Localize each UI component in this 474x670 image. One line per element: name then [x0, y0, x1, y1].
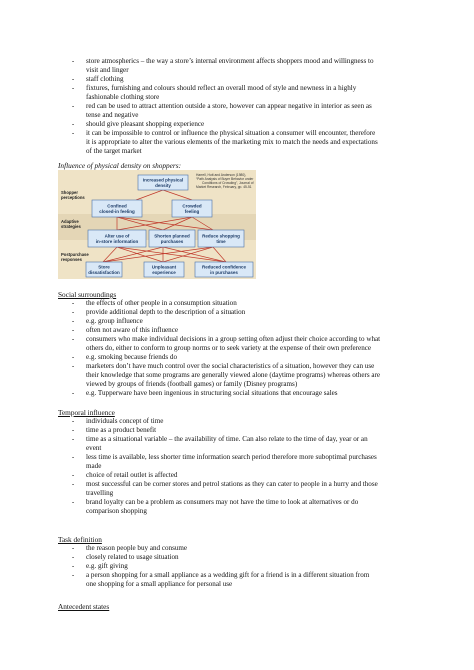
bullet-marker: -: [71, 84, 75, 92]
svg-text:experience: experience: [152, 270, 176, 275]
svg-text:time: time: [216, 239, 226, 244]
list-item-line: tense and negative: [86, 111, 139, 119]
bullet-marker: -: [71, 389, 75, 397]
svg-text:dissatisfaction: dissatisfaction: [88, 270, 120, 275]
list-item-line: store atmospherics – the way a store’s internal environment affects shoppers mood and willingness to: [86, 57, 374, 65]
list-item-line: it can be impossible to control or influence the physical situation a consumer will encounter, therefore: [86, 129, 376, 137]
list-item-line: choice of retail outlet is affected: [86, 471, 178, 479]
box-alter-info: [88, 230, 146, 247]
svg-text:Crowded: Crowded: [182, 203, 202, 209]
bullet-marker: -: [71, 299, 75, 307]
bullet-marker: -: [71, 120, 75, 128]
svg-text:Reduced confidence: Reduced confidence: [201, 264, 247, 270]
svg-text:in purchases: in purchases: [210, 270, 238, 275]
list-item-line: e.g. gift giving: [86, 562, 128, 570]
svg-text:Increased physical: Increased physical: [142, 177, 184, 183]
list-item-line: comparison shopping: [86, 507, 147, 515]
list-item-line: consumers who make individual decisions in a group setting often adjust their choice according to what: [86, 335, 381, 343]
svg-text:Harrell, Hutt and Anderson (19: Harrell, Hutt and Anderson (1980),: [196, 173, 247, 177]
bullet-marker: -: [71, 435, 75, 443]
bullet-marker: -: [71, 317, 75, 325]
bullet-marker: -: [71, 453, 75, 461]
box-shorten-purchases: [149, 230, 195, 247]
svg-text:“Path Analysis of Buyer Behavi: “Path Analysis of Buyer Behavior under: [196, 177, 254, 181]
list-item-line: one shopping for a small appliance for personal use: [86, 580, 233, 588]
bullet-marker: -: [71, 362, 75, 370]
list-item-line: fixtures, furnishing and colours should reflect an overall mood of style and newness in a highly: [86, 84, 357, 92]
list-item-line: individuals concept of time: [86, 417, 164, 425]
list-item-line: closely related to usage situation: [86, 553, 179, 561]
list-item-line: their knowledge that some programs are generally viewed alone (daytime programs) whereas others are: [86, 371, 381, 379]
list-item-line: fashionable clothing store: [86, 93, 160, 101]
box-reduced-confidence: [195, 262, 253, 277]
box-crowded-feeling: [172, 200, 212, 217]
side-label-adaptive: Adaptive: [61, 219, 79, 224]
diagram-citation: [196, 173, 254, 189]
list-item-line: e.g. group influence: [86, 317, 143, 325]
list-item-line: visit and linger: [86, 66, 129, 74]
bullet-marker: -: [71, 571, 75, 579]
side-label-postpurchase: Postpurchase: [61, 252, 89, 257]
svg-text:in-store information: in-store information: [95, 239, 139, 244]
list-item-line: brand loyalty can be a problem as consumers may not have the time to look at alternatives or do: [86, 498, 359, 506]
svg-text:closed-in feeling: closed-in feeling: [99, 209, 135, 214]
list-item-line: often not aware of this influence: [86, 326, 178, 334]
bullet-marker: -: [71, 102, 75, 110]
svg-text:density: density: [155, 183, 171, 188]
bullet-marker: -: [71, 544, 75, 552]
list-item-line: e.g. smoking because friends do: [86, 353, 178, 361]
side-label-strategies: strategies: [61, 224, 81, 229]
side-label-perceptions: perceptions: [61, 195, 85, 200]
svg-text:purchases: purchases: [160, 239, 184, 244]
box-confined-feeling: [92, 200, 142, 217]
svg-text:Store: Store: [98, 264, 110, 270]
list-item-line: others do, either to conform to group norms or to seek variety at the expense of their own preference: [86, 344, 372, 352]
bullet-marker: -: [71, 308, 75, 316]
bullet-marker: -: [71, 480, 75, 488]
bullet-marker: -: [71, 498, 75, 506]
box-reduce-time: [198, 230, 244, 247]
list-item-line: made: [86, 462, 102, 470]
svg-text:Unpleasant: Unpleasant: [151, 264, 177, 270]
list-item-line: most successful can be corner stores and petrol stations as they can cater to people in a hurry and those: [86, 480, 378, 488]
figure-caption: Influence of physical density on shoppers:: [58, 161, 182, 170]
svg-text:Conditions of Crowding”, Journ: Conditions of Crowding”, Journal of: [202, 181, 254, 185]
svg-text:Confined: Confined: [107, 203, 127, 209]
list-item-line: should give pleasant shopping experience: [86, 120, 205, 128]
bullet-marker: -: [71, 553, 75, 561]
box-increased-density: [138, 175, 188, 190]
svg-text:Reduce shopping: Reduce shopping: [202, 233, 240, 239]
box-store-dissatisfaction: [86, 262, 122, 277]
list-item-line: provide additional depth to the description of a situation: [86, 308, 246, 316]
bullet-marker: -: [71, 75, 75, 83]
bullet-marker: -: [71, 57, 75, 65]
section-heading-temporal: Temporal influence: [58, 408, 115, 417]
box-unpleasant-experience: [144, 262, 184, 277]
list-item-line: the reason people buy and consume: [86, 544, 188, 552]
bullet-marker: -: [71, 353, 75, 361]
bullet-marker: -: [71, 129, 75, 137]
list-item-line: marketers don’t have much control over the social characteristics of a situation, however they can use: [86, 362, 375, 370]
svg-text:Market Research, February, pp.: Market Research, February, pp. 45-51: [196, 185, 252, 189]
list-item-line: time as a situational variable – the availability of time. Can also relate to the time of day, year or an: [86, 435, 368, 443]
side-label-responses: responses: [61, 257, 82, 262]
section-heading-antecedent: Antecedent states: [58, 602, 110, 611]
list-item-line: staff clothing: [86, 75, 124, 83]
bullet-marker: -: [71, 326, 75, 334]
section-heading-social: Social surroundings: [58, 290, 117, 299]
side-label-shopper: Shopper: [61, 190, 78, 195]
list-item-line: a person shopping for a small appliance as a wedding gift for a friend is in a different situation from: [86, 571, 370, 579]
list-item-line: e.g. Tupperware have been ingenious in structuring social situations that encourage sales: [86, 389, 338, 397]
bullet-marker: -: [71, 417, 75, 425]
svg-text:Alter use of: Alter use of: [104, 233, 130, 239]
bullet-marker: -: [71, 426, 75, 434]
list-item-line: viewed by groups of friends (football games) or family (Disney programs): [86, 380, 298, 388]
bullet-marker: -: [71, 471, 75, 479]
list-item-line: the effects of other people in a consumption situation: [86, 299, 237, 307]
list-item-line: of the target market: [86, 147, 142, 155]
svg-text:Shorten planned: Shorten planned: [154, 233, 190, 239]
svg-text:feeling: feeling: [184, 209, 200, 214]
list-item-line: event: [86, 444, 102, 452]
bullet-marker: -: [71, 562, 75, 570]
physical-density-diagram: [58, 170, 256, 279]
list-item-line: time as a product benefit: [86, 426, 157, 434]
list-item-line: travelling: [86, 489, 114, 497]
bullet-marker: -: [71, 335, 75, 343]
section-heading-task: Task definition: [58, 535, 102, 544]
list-item-line: it is appropriate to alter the various elements of the marketing mix to match the needs and expectations: [86, 138, 378, 146]
list-item-line: less time is available, less shorter time information search period therefore more suboptimal purchases: [86, 453, 377, 461]
list-item-line: red can be used to attract attention outside a store, however can appear negative in interior as seen as: [86, 102, 372, 110]
